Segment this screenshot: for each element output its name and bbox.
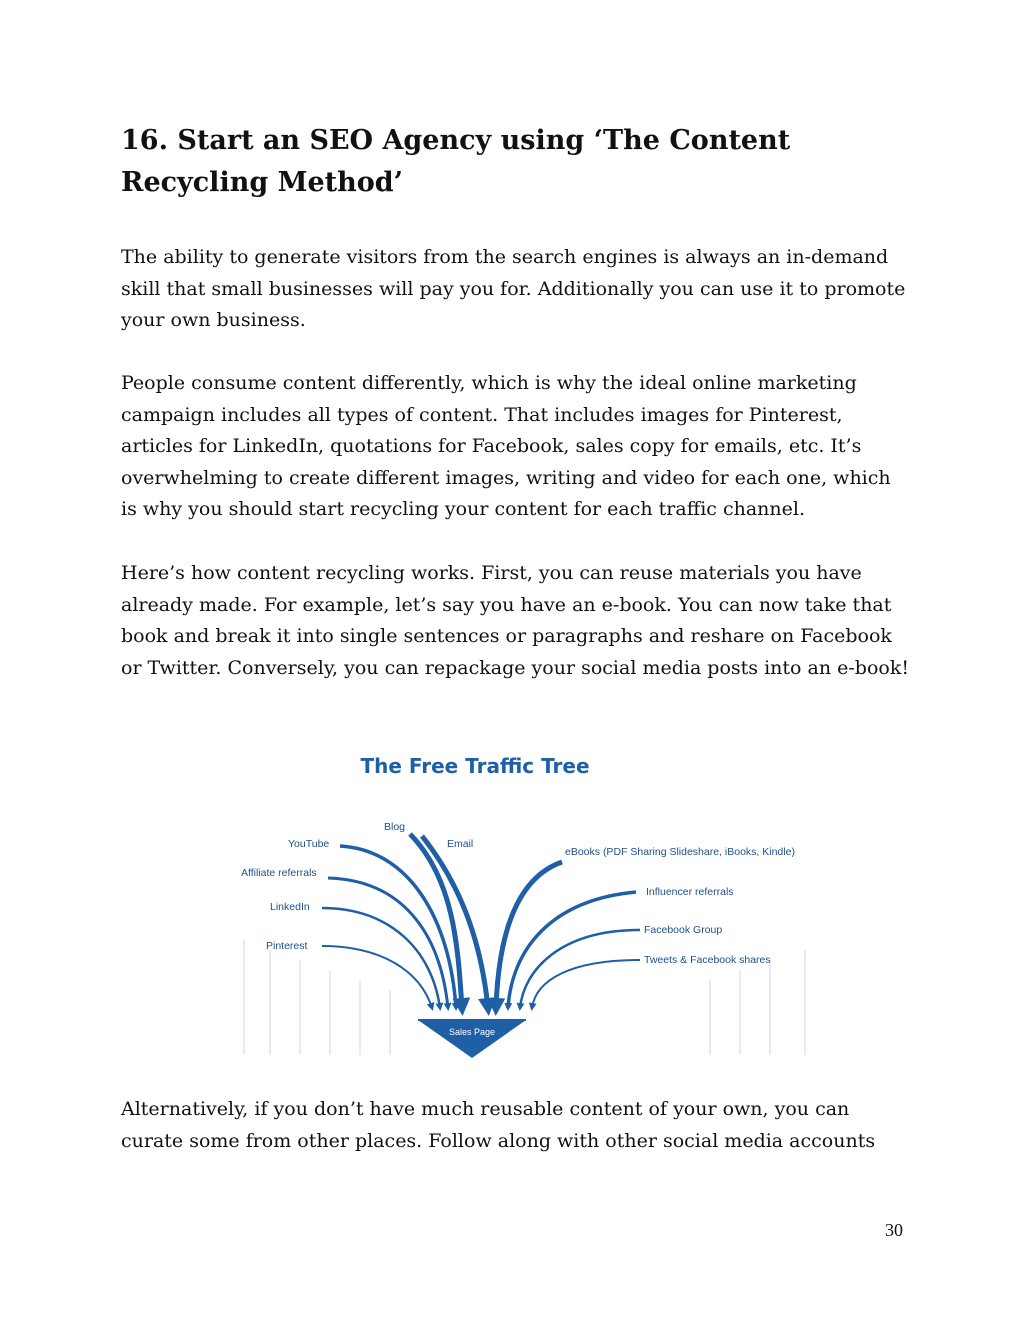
paragraph-content-types: People consume content differently, which is why the ideal online marketing campaign includes all types of content. That includes images for Pinterest, articles for LinkedIn, quotations for Facebook, sales copy for emails, etc. It’s overwhelming to create different images, writing and video for each one, which is why you should start recycling your content for each traffic channel. <box>121 372 891 520</box>
label-blog: Blog <box>384 821 406 833</box>
label-facebook-group: Facebook Group <box>644 924 723 936</box>
figure-title: The Free Traffic Tree <box>360 754 590 778</box>
paragraph-curate: Alternatively, if you don’t have much reusable content of your own, you can curate some from other places. Follow along with other social media accounts <box>121 1098 876 1152</box>
linkedin-arrow <box>322 908 440 1008</box>
facebook-group-arrow <box>520 930 640 1008</box>
section-heading: 16. Start an SEO Agency using ‘The Content Recycling Method’ <box>121 125 791 198</box>
label-influencer: Influencer referrals <box>646 886 734 898</box>
pinterest-arrow <box>322 946 432 1008</box>
label-ebooks: eBooks (PDF Sharing Slideshare, iBooks, Kindle) <box>565 846 795 858</box>
label-tweets: Tweets & Facebook shares <box>644 954 771 966</box>
label-sales-page: Sales Page <box>448 1027 496 1037</box>
label-linkedin: LinkedIn <box>270 901 310 913</box>
ebooks-arrow <box>496 862 562 1008</box>
label-pinterest: Pinterest <box>266 940 308 952</box>
page-number: 30 <box>885 1220 903 1240</box>
paragraph-intro: The ability to generate visitors from the search engines is always an in-demand skill that small businesses will pay you for. Additionally you can use it to promote your own business. <box>121 246 906 331</box>
influencer-arrow <box>508 892 636 1008</box>
youtube-arrow <box>340 846 456 1008</box>
tweets-arrow <box>532 960 640 1008</box>
sales-page-funnel <box>418 1020 526 1058</box>
affiliate-arrow <box>328 878 448 1008</box>
label-affiliate: Affiliate referrals <box>241 867 317 879</box>
label-email: Email <box>447 838 474 850</box>
paragraph-recycling-how: Here’s how content recycling works. First, you can reuse materials you have already made. For example, let’s say you have an e-book. You can now take that book and break it into single sentences or paragraphs and reshare on Facebook or Twitter. Conversely, you can repackage your social media posts into an e-book! <box>121 562 909 679</box>
traffic-tree-diagram <box>240 750 810 1060</box>
label-youtube: YouTube <box>288 838 330 850</box>
free-traffic-tree-figure <box>240 750 810 1060</box>
